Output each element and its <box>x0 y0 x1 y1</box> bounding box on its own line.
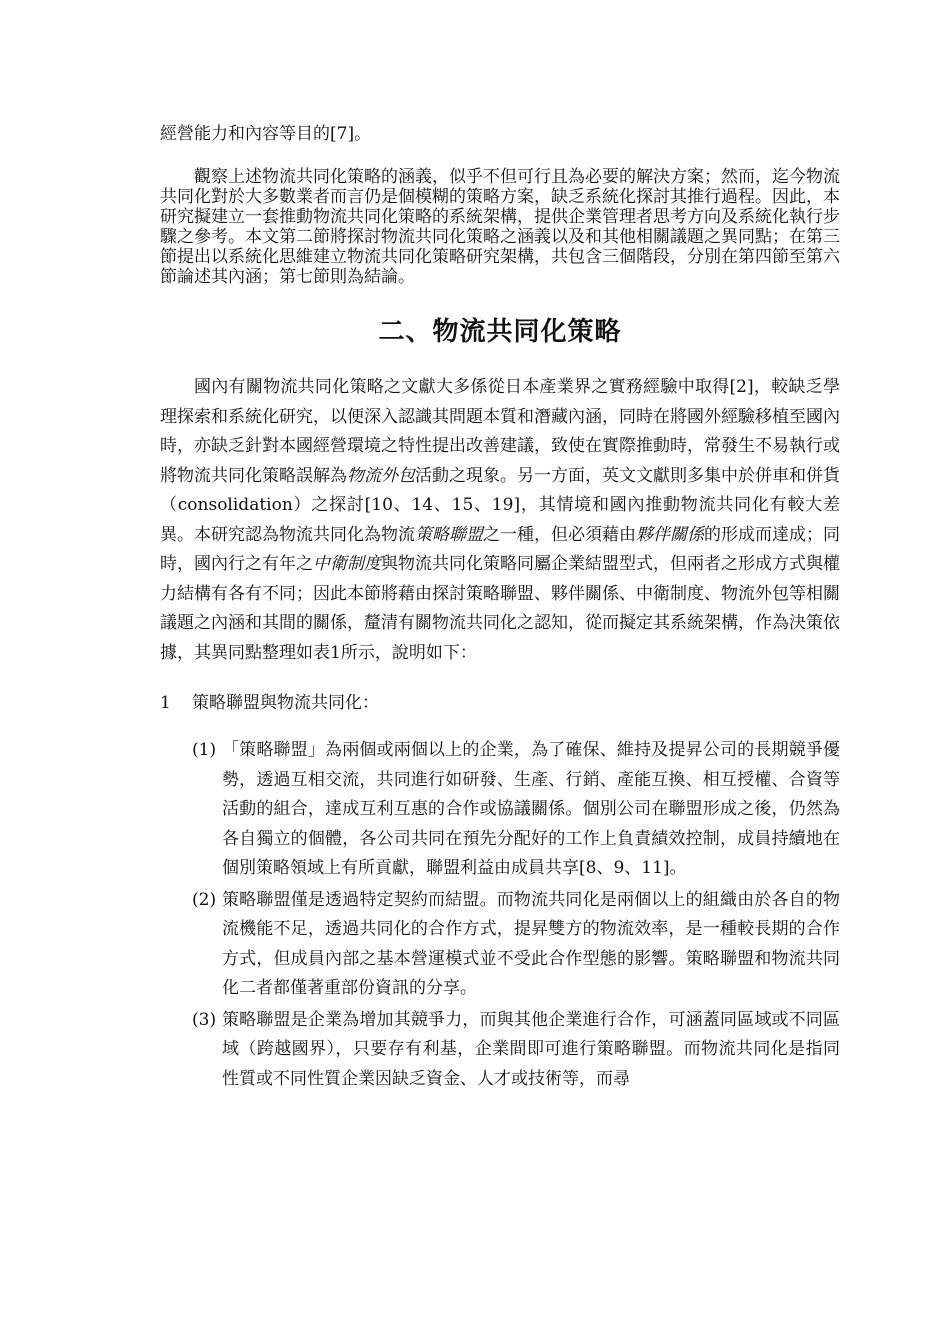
paragraph-literature <box>160 373 840 668</box>
subsection-number: 1 <box>160 693 171 713</box>
subsection-heading <box>160 690 840 716</box>
text-run: 國內有關物流共同化策略之文獻大多係從日本產業界之實務經驗中取得[2]，較缺乏學理探索和系統化研究，以便深入認識其問題本質和潛藏內涵，同時在將國外經驗移植至國內時，亦缺乏針對本國經營環境之特性提出改善建議，致使在實際推動時，常發生不易執行或將物流共同化策略誤解為 <box>160 377 840 486</box>
list-item-text: 策略聯盟是企業為增加其競爭力，而與其他企業進行合作，可涵蓋同區域或不同區域（跨越國界），只要存有利基，企業間即可進行策略聯盟。而物流共同化是指同性質或不同性質企業因缺乏資金、人才或技術等，而尋 <box>222 1009 840 1089</box>
text-run: 的形成而達成；同時，國內行之有年之 <box>160 524 840 574</box>
list-item <box>160 886 840 1004</box>
list-item-label: (1) <box>192 740 217 760</box>
list-item-label: (2) <box>192 889 217 910</box>
italic-term: 夥伴關係 <box>636 524 704 545</box>
numbered-list <box>160 736 840 1094</box>
section-heading: 二、物流共同化策略 <box>378 317 622 347</box>
list-item-text: 策略聯盟僅是透過特定契約而結盟。而物流共同化是兩個以上的組織由於各自的物流機能不足，透過共同化的合作方式，提昇雙方的物流效率，是一種較長期的合作方式，但成員內部之基本營運模式並不受此合作型態的影響。策略聯盟和物流共同化二者都僅著重部份資訊的分享。 <box>222 889 840 998</box>
italic-term: 中衛制度 <box>313 554 381 574</box>
list-item-label: (3) <box>192 1009 217 1030</box>
paragraph-overview: 觀察上述物流共同化策略的涵義，似乎不但可行且為必要的解決方案；然而，迄今物流共同化對於大多數業者而言仍是個模糊的策略方案，缺乏系統化探討其推行過程。因此，本研究擬建立一套推動物流共同化策略的系統架構，提供企業管理者思考方向及系統化執行步驟之參考。本文第二節將探討物流共同化策略之涵義以及和其他相關議題之異同點；在第三節提出以系統化思維建立物流共同化策略研究架構，共包含三個階段，分別在第四節至第六節論述其內涵；第七節則為結論。 <box>160 167 840 287</box>
text-run: 之一種，但必須藉由 <box>483 524 636 545</box>
list-item-text: 「策略聯盟」為兩個或兩個以上的企業，為了確保、維持及提昇公司的長期競爭優勢，透過互相交流，共同進行如研發、生產、行銷、產能互換、相互授權、合資等活動的組合，達成互利互惠的合作或協議關係。個別公司在聯盟形成之後，仍然為各自獨立的個體，各公司共同在預先分配好的工作上負責績效控制，成員持續地在個別策略領域上有所貢獻，聯盟利益由成員共享[8、9、11]。 <box>222 740 840 878</box>
paragraph-continuation: 經營能力和內容等目的[7]。 <box>160 124 372 144</box>
italic-term: 策略聯盟 <box>415 524 483 545</box>
italic-term: 物流外包 <box>347 465 415 486</box>
list-item <box>160 736 840 884</box>
text-run: 活動之現象。另一方面，英文文獻則多集中於併車和併貨（consolidation）之探討[10、14、15、19]，其情境和國內推動物流共同化有較大差異。本研究認為物流共同化為物流 <box>160 465 840 545</box>
subsection-title: 策略聯盟與物流共同化： <box>192 693 379 713</box>
text-run: 與物流共同化策略同屬企業結盟型式，但兩者之形成方式與權力結構有各有不同；因此本節將藉由探討策略聯盟、夥伴關係、中衛制度、物流外包等相關議題之內涵和其間的關係，釐清有關物流共同化之認知，從而擬定其系統架構，作為決策依據，其異同點整理如表1所示，說明如下： <box>160 554 840 663</box>
document-page <box>160 120 840 1096</box>
list-item <box>160 1006 840 1095</box>
